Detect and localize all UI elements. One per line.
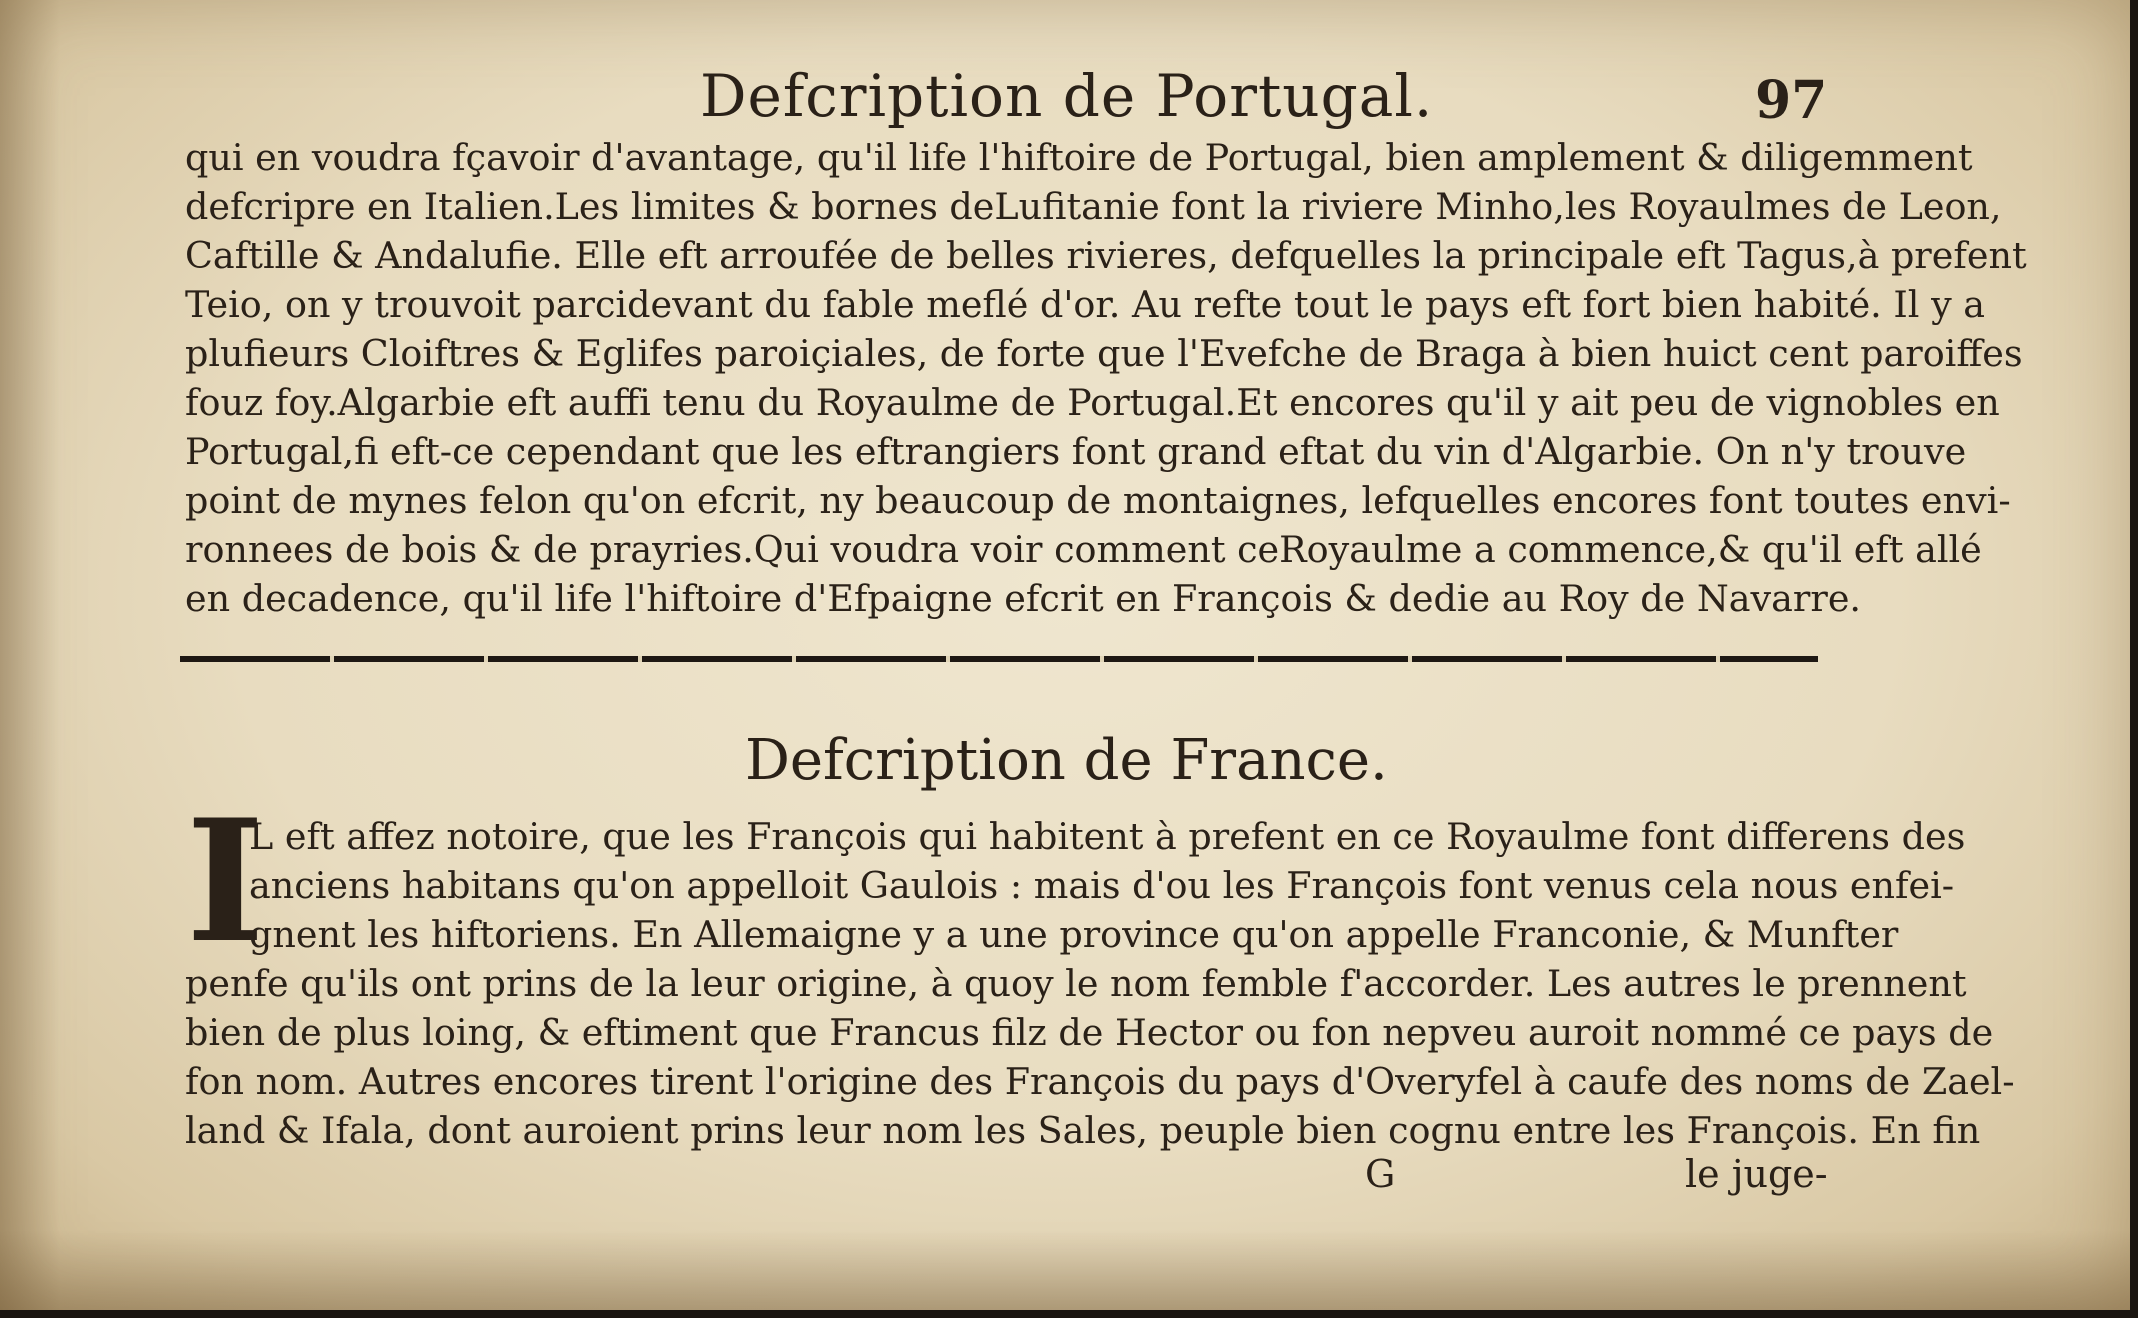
text-line: fon nom. Autres encores tirent l'origine des François du pays d'Overyfel à caufe des noms de Zael-	[185, 1060, 2015, 1103]
text-line: L eft affez notoire, que les François qui habitent à prefent en ce Royaulme font differens des	[249, 815, 1966, 858]
page-number: 97	[1755, 70, 1828, 131]
text-line: land & Ifala, dont auroient prins leur nom les Sales, peuple bien cognu entre les François. En fin	[185, 1109, 1981, 1152]
text-line: en decadence, qu'il life l'hiftoire d'Efpaigne efcrit en François & dedie au Roy de Navarre.	[185, 577, 1862, 620]
text-line: point de mynes felon qu'on efcrit, ny beaucoup de montaignes, lefquelles encores font toutes envi-	[185, 479, 2011, 522]
text-line: fouz foy.Algarbie eft auffi tenu du Royaulme de Portugal.Et encores qu'il y ait peu de vignobles en	[185, 381, 2000, 424]
page-bottom-shadow	[0, 1230, 2130, 1310]
text-line: Teio, on y trouvoit parcidevant du fable meflé d'or. Au refte tout le pays eft fort bien habité. Il y a	[185, 283, 1986, 326]
section-divider-rule	[180, 656, 1818, 662]
drop-cap: I	[186, 782, 265, 980]
text-line: penfe qu'ils ont prins de la leur origine, à quoy le nom femble f'accorder. Les autres le prennent	[185, 962, 1967, 1005]
portugal-paragraph	[185, 133, 2027, 623]
text-line: defcripre en Italien.Les limites & bornes deLufitanie font la riviere Minho,les Royaulmes de Leon,	[185, 185, 2002, 228]
text-line: Caftille & Andalufie. Elle eft arroufée de belles rivieres, defquelles la principale eft Tagus,à prefent	[185, 234, 2027, 277]
text-line: ronnees de bois & de prayries.Qui voudra voir comment ceRoyaulme a commence,& qu'il eft allé	[185, 528, 1982, 571]
catchword: le juge-	[1685, 1152, 1828, 1196]
text-line: gnent les hiftoriens. En Allemaigne y a une province qu'on appelle Franconie, & Munfter	[249, 913, 1899, 956]
section-title: Defcription de France.	[745, 728, 1388, 793]
text-line: Portugal,fi eft-ce cependant que les eftrangiers font grand eftat du vin d'Algarbie. On n'y trouve	[185, 430, 1967, 473]
text-line: qui en voudra fçavoir d'avantage, qu'il life l'hiftoire de Portugal, bien amplement & diligemment	[185, 136, 1973, 179]
france-paragraph	[185, 812, 2015, 1155]
running-head: Defcription de Portugal.	[700, 62, 1434, 130]
page-edge-shadow	[0, 0, 60, 1310]
text-line: anciens habitans qu'on appelloit Gaulois : mais d'ou les François font venus cela nous enfei-	[249, 864, 1955, 907]
signature-mark: G	[1365, 1152, 1396, 1196]
text-line: bien de plus loing, & eftiment que Francus filz de Hector ou fon nepveu auroit nommé ce pays de	[185, 1011, 1994, 1054]
text-line: plufieurs Cloiftres & Eglifes paroiçiales, de forte que l'Evefche de Braga à bien huict cent paroiffes	[185, 332, 2023, 375]
